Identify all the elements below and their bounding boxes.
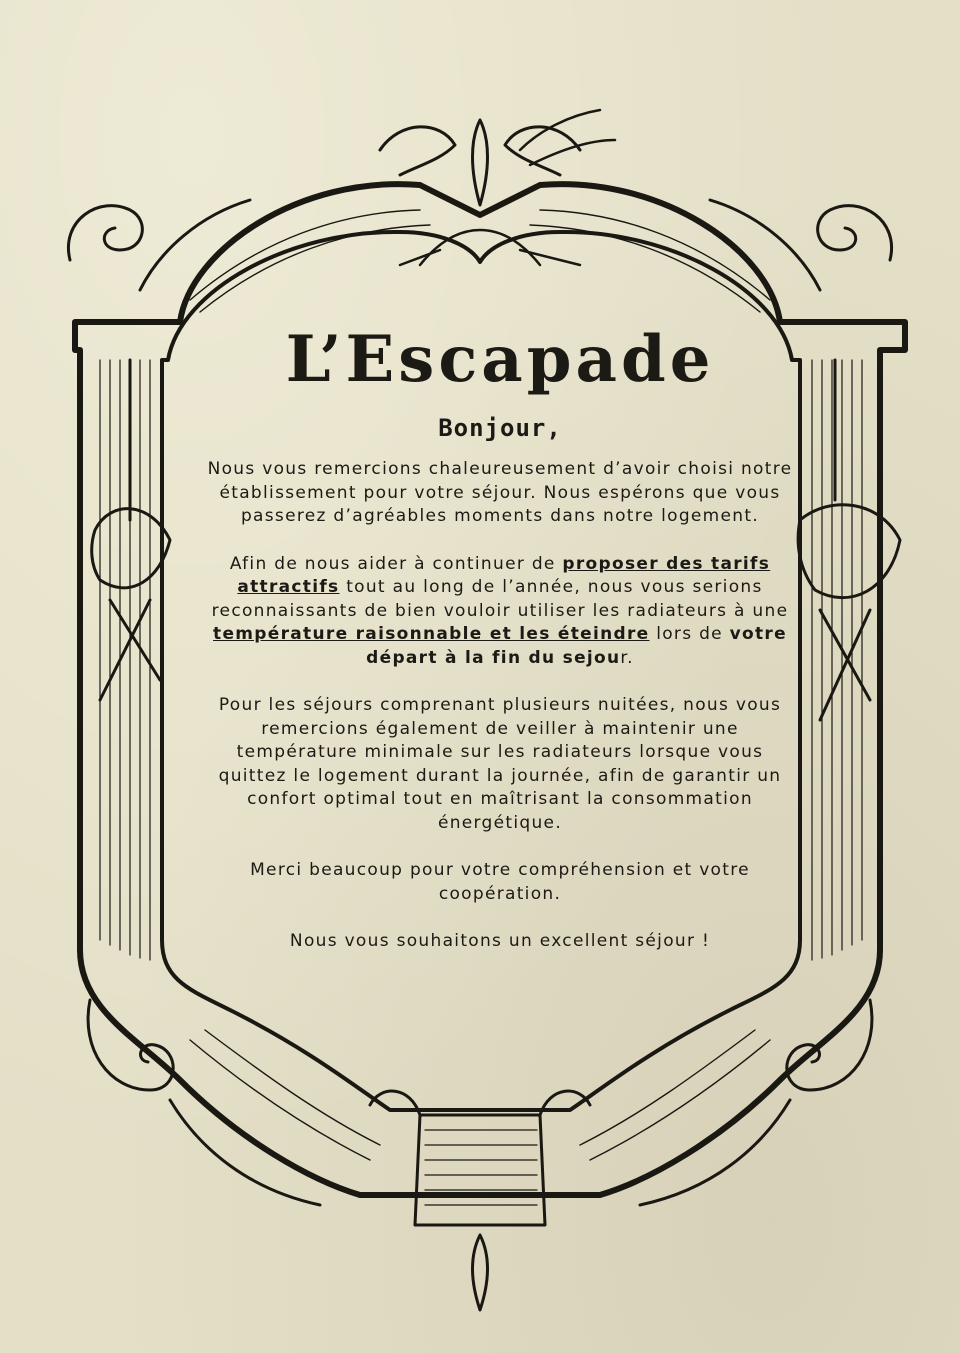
paragraph-radiators (200, 553, 800, 671)
paragraph-closing: Nous vous souhaitons un excellent séjour ! (289, 931, 711, 951)
paragraph-radiators-text-3: lors de (649, 624, 730, 644)
paragraph-radiators-text-2: tout au long de l’année, nous vous serions reconnaissants de bien vouloir utiliser les radiateurs à une (211, 577, 789, 621)
emphasis-depart: votre départ à la fin du sejou (366, 624, 787, 668)
emphasis-tarifs: proposer des tarifs attractifs (237, 553, 771, 597)
paragraph-multi-night: Pour les séjours comprenant plusieurs nuitées, nous vous remercions également de veiller à maintenir une température minimale sur les radiateurs lorsque vous quittez le logement durant la journée, afin de garantir un confort optimal tout en maîtrisant la consommation énergétique. (218, 695, 782, 833)
letter-content (200, 318, 800, 978)
emphasis-temperature: température raisonnable et les éteindre (213, 624, 650, 644)
paragraph-thanks: Nous vous remercions chaleureusement d’avoir choisi notre établissement pour votre séjour. Nous espérons que vous passerez d’agréables moments dans notre logement. (207, 459, 793, 526)
paragraph-radiators-text-1: Afin de nous aider à continuer de (229, 553, 563, 574)
document-title: L’Escapade (285, 322, 715, 397)
paragraph-radiators-text-4: r. (620, 647, 634, 668)
paragraph-merci: Merci beaucoup pour votre compréhension et votre coopération. (250, 860, 750, 904)
greeting: Bonjour, (438, 414, 562, 442)
